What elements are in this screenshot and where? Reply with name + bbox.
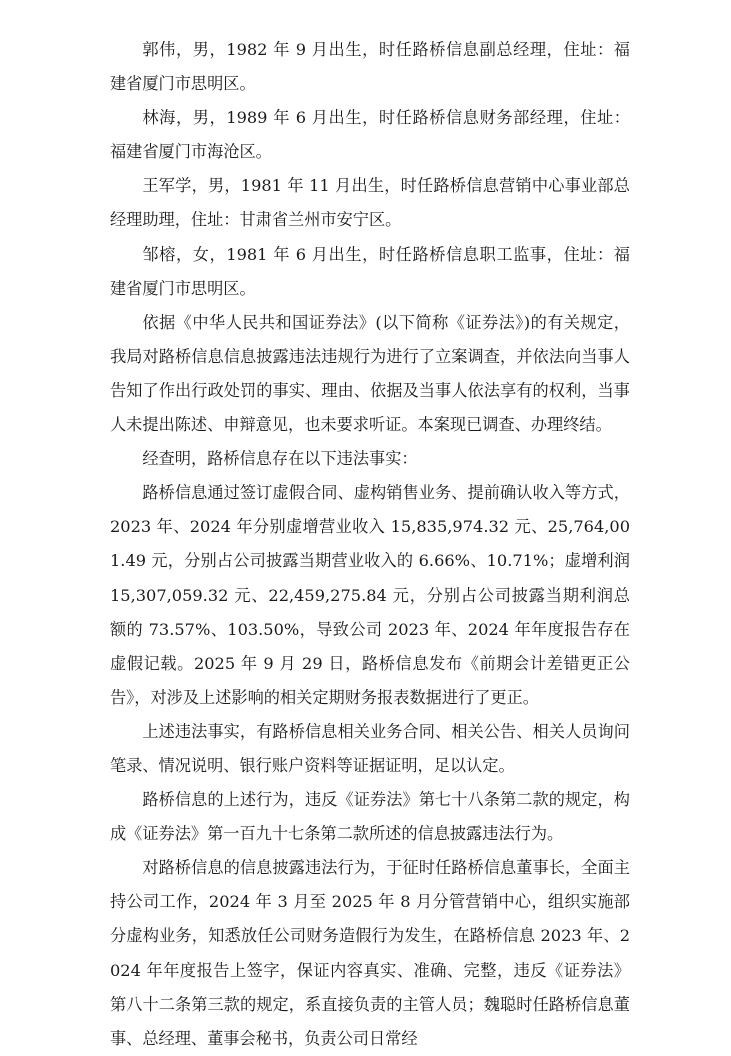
paragraph-findings-details: 路桥信息通过签订虚假合同、虚构销售业务、提前确认收入等方式，2023 年、2024 年分别虚增营业收入 15,835,974.32 元、25,764,001.49 元，分别占公司披露当期营业收入的 6.66%、10.71%；虚增利润 15,307,059.32 元、22,459,275.84 元，分别占公司披露当期利润总额的 73.57%、103.50%，导致公司 2023 年、2024 年年度报告存在虚假记载。2025 年 9 月 29 日，路桥信息发布《前期会计差错更正公告》，对涉及上述影响的相关定期财务报表数据进行了更正。 (110, 483, 630, 707)
paragraph-responsible-persons: 对路桥信息的信息披露违法行为，于征时任路桥信息董事长，全面主持公司工作，2024 年 3 月至 2025 年 8 月分管营销中心，组织实施部分虚构业务，知悉放任公司财务造假行为发生，在路桥信息 2023 年、2024 年年度报告上签字，保证内容真实、准确、完整，违反《证券法》第八十二条第三款的规定，系直接负责的主管人员；魏聪时任路桥信息董事、总经理、董事会秘书，负责公司日常经 (110, 858, 630, 1048)
paragraph-person-zou-rong: 邹榕，女，1981 年 6 月出生，时任路桥信息职工监事，住址：福建省厦门市思明区。 (110, 244, 630, 298)
paragraph-violation: 路桥信息的上述行为，违反《证券法》第七十八条第二款的规定，构成《证券法》第一百九十七条第二款所述的信息披露违法行为。 (110, 790, 630, 844)
document-page (110, 33, 630, 1056)
paragraph-evidence: 上述违法事实，有路桥信息相关业务合同、相关公告、相关人员询问笔录、情况说明、银行账户资料等证据证明，足以认定。 (110, 721, 630, 775)
paragraph-legal-basis: 依据《中华人民共和国证券法》(以下简称《证券法》)的有关规定，我局对路桥信息信息披露违法违规行为进行了立案调查，并依法向当事人告知了作出行政处罚的事实、理由、依据及当事人依法享有的权利，当事人未提出陈述、申辩意见，也未要求听证。本案现已调查、办理终结。 (110, 312, 630, 435)
paragraph-person-lin-hai: 林海，男，1989 年 6 月出生，时任路桥信息财务部经理，住址：福建省厦门市海沧区。 (110, 108, 630, 162)
paragraph-person-guo-wei: 郭伟，男，1982 年 9 月出生，时任路桥信息副总经理，住址：福建省厦门市思明区。 (110, 40, 630, 94)
paragraph-findings-intro: 经查明，路桥信息存在以下违法事实： (142, 449, 418, 469)
paragraph-person-wang-junxue: 王军学，男，1981 年 11 月出生，时任路桥信息营销中心事业部总经理助理，住址：甘肃省兰州市安宁区。 (110, 176, 630, 230)
